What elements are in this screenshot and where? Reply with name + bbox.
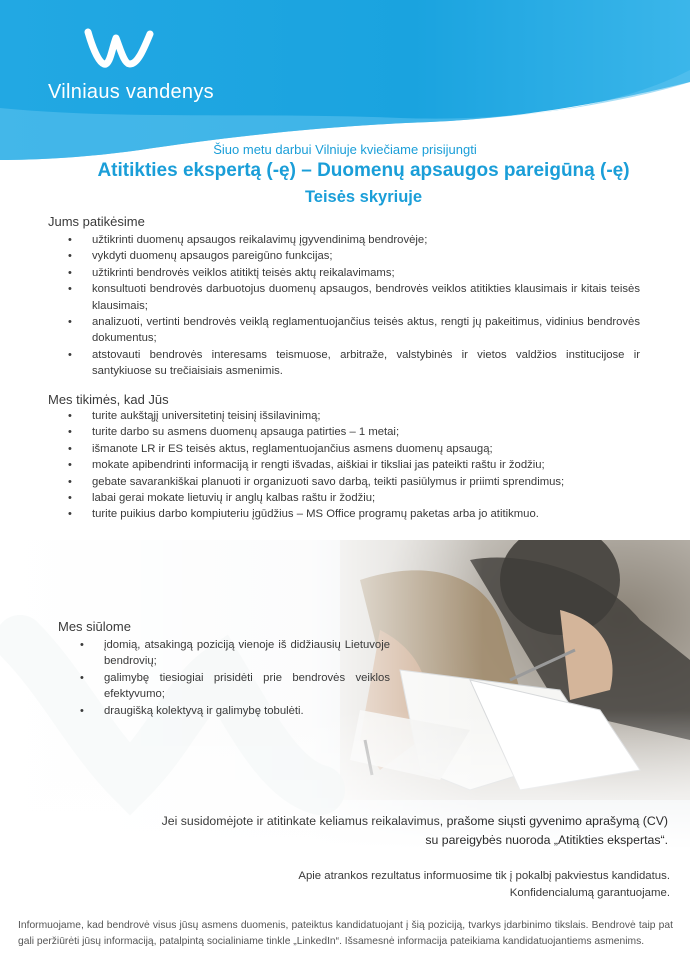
header-banner bbox=[0, 0, 690, 160]
list-item: • konsultuoti bendrovės darbuotojus duomenų apsaugos, bendrovės veiklos atitikties klausimais ir kitais teisės klausimais; bbox=[64, 281, 640, 314]
list-item: • labai gerai mokate lietuvių ir anglų kalbas raštu ir žodžiu; bbox=[64, 490, 640, 506]
offer-heading: Mes siūlome bbox=[58, 619, 131, 634]
list-item: • galimybę tiesiogiai prisidėti prie bendrovės veiklos efektyvumo; bbox=[76, 670, 390, 703]
list-item: • įdomią, atsakingą poziciją vienoje iš didžiausių Lietuvoje bendrovių; bbox=[76, 637, 390, 670]
intro-line: Šiuo metu darbui Vilniuje kviečiame prisijungti bbox=[213, 142, 477, 157]
list-item: • turite aukštąjį universitetinį teisinį išsilavinimą; bbox=[64, 408, 640, 424]
responsibilities-list bbox=[64, 232, 640, 380]
list-item: • atstovauti bendrovės interesams teismuose, arbitraže, valstybinės ir vietos valdžios institucijose ir santykiuose su trečiaisiais asmenimis. bbox=[64, 347, 640, 380]
offer-list bbox=[76, 637, 390, 719]
privacy-notice: Informuojame, kad bendrovė visus jūsų asmens duomenis, pateiktus kandidatuojant į šią poziciją, tvarkys įdarbinimo tikslais. Bendrovė taip pat gali peržiūrėti jūsų informaciją, patalpintą socialiniame tinkle „LinkedIn“. Išsamesnė informacija pateikiama kandidatuojantiems asmenims. bbox=[18, 920, 673, 947]
closing-emphasis: prašome siųsti gyvenimo aprašymą (CV) su pareigybės nuoroda „Atitikties ekspertas“. bbox=[425, 814, 668, 847]
list-item: • vykdyti duomenų apsaugos pareigūno funkcijas; bbox=[64, 248, 640, 264]
job-title: Atitikties ekspertą (-ę) – Duomenų apsaugos pareigūną (-ę) bbox=[97, 160, 630, 181]
list-item: • užtikrinti bendrovės veiklos atitiktį teisės aktų reikalavimams; bbox=[64, 265, 640, 281]
confidentiality-line: Konfidencialumą garantuojame. bbox=[509, 887, 670, 899]
list-item: • turite puikius darbo kompiuteriu įgūdžius – MS Office programų paketas arba jo atitikmuo. bbox=[64, 506, 640, 522]
list-item: • užtikrinti duomenų apsaugos reikalavimų įgyvendinimą bendrovėje; bbox=[64, 232, 640, 248]
application-instructions bbox=[148, 812, 668, 850]
list-item: • mokate apibendrinti informaciją ir rengti išvadas, aiškiai ir tiksliai jas pateikti raštu ir žodžiu; bbox=[64, 457, 640, 473]
list-item: • gebate savarankiškai planuoti ir organizuoti savo darbą, teikti pasiūlymus ir priimti sprendimus; bbox=[64, 474, 640, 490]
list-item: • analizuoti, vertinti bendrovės veiklą reglamentuojančius teisės aktus, rengti jų pakeitimus, vidinius bendrovės dokumentus; bbox=[64, 314, 640, 347]
requirements-list bbox=[64, 408, 640, 523]
list-item: • turite darbo su asmens duomenų apsauga patirties – 1 metai; bbox=[64, 424, 640, 440]
logo-text: Vilniaus vandenys bbox=[48, 81, 214, 103]
logo-icon bbox=[82, 28, 156, 72]
department-subtitle: Teisės skyriuje bbox=[304, 188, 423, 206]
selection-notice bbox=[150, 868, 670, 902]
requirements-heading: Mes tikimės, kad Jūs bbox=[48, 392, 169, 407]
closing-text: Jei susidomėjote ir atitinkate keliamus reikalavimus, bbox=[161, 814, 447, 828]
list-item: • draugišką kolektyvą ir galimybę tobulėti. bbox=[76, 703, 390, 719]
responsibilities-heading: Jums patikėsime bbox=[48, 214, 145, 229]
results-line: Apie atrankos rezultatus informuosime tik į pokalbį pakviestus kandidatus. bbox=[298, 870, 670, 882]
list-item: • išmanote LR ir ES teisės aktus, reglamentuojančius asmens duomenų apsaugą; bbox=[64, 441, 640, 457]
